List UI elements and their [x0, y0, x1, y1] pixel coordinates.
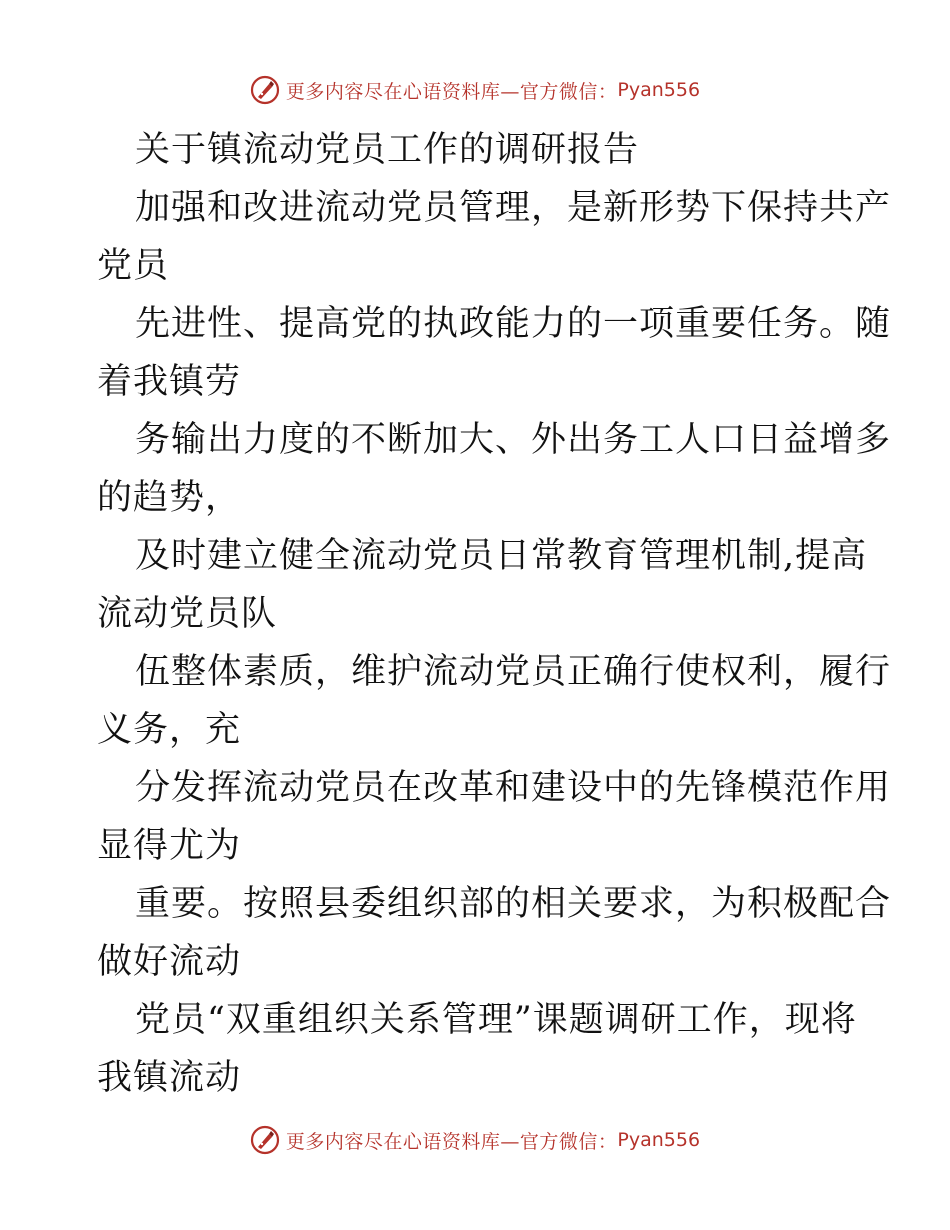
- text-line: 我镇流动: [97, 1058, 242, 1098]
- fountain-pen-logo-icon: [250, 1125, 280, 1155]
- text-line: 义务，充: [97, 710, 242, 750]
- text-line: 分发挥流动党员在改革和建设中的先锋模范作用: [135, 768, 892, 808]
- banner-text: 更多内容尽在心语资料库—官方微信：: [285, 1130, 618, 1153]
- text-line: 显得尤为: [97, 826, 242, 866]
- fountain-pen-logo-icon: [250, 75, 280, 105]
- text-line: 流动党员队: [97, 594, 278, 634]
- footer-banner: [0, 1120, 950, 1160]
- text-line: 重要。按照县委组织部的相关要求，为积极配合: [135, 884, 892, 924]
- text-line: 党员: [97, 246, 170, 286]
- banner-wechat-id: Pyan556: [617, 79, 701, 101]
- text-line: 及时建立健全流动党员日常教育管理机制,提高: [135, 536, 868, 576]
- banner-wechat-id: Pyan556: [617, 1129, 701, 1151]
- text-line: 的趋势，: [97, 478, 242, 518]
- text-line: 着我镇劳: [97, 362, 242, 402]
- text-line: 务输出力度的不断加大、外出务工人口日益增多: [135, 420, 892, 460]
- document-title: 关于镇流动党员工作的调研报告: [135, 130, 640, 170]
- text-line: 做好流动: [97, 942, 242, 982]
- banner-text: 更多内容尽在心语资料库—官方微信：: [285, 80, 618, 103]
- text-line: 加强和改进流动党员管理，是新形势下保持共产: [135, 188, 892, 228]
- header-banner: [0, 70, 950, 110]
- document-body: [97, 121, 892, 1107]
- text-line: 先进性、提高党的执政能力的一项重要任务。随: [135, 304, 892, 344]
- text-line: 党员“双重组织关系管理”课题调研工作，现将: [135, 1000, 857, 1040]
- text-line: 伍整体素质，维护流动党员正确行使权利，履行: [135, 652, 892, 692]
